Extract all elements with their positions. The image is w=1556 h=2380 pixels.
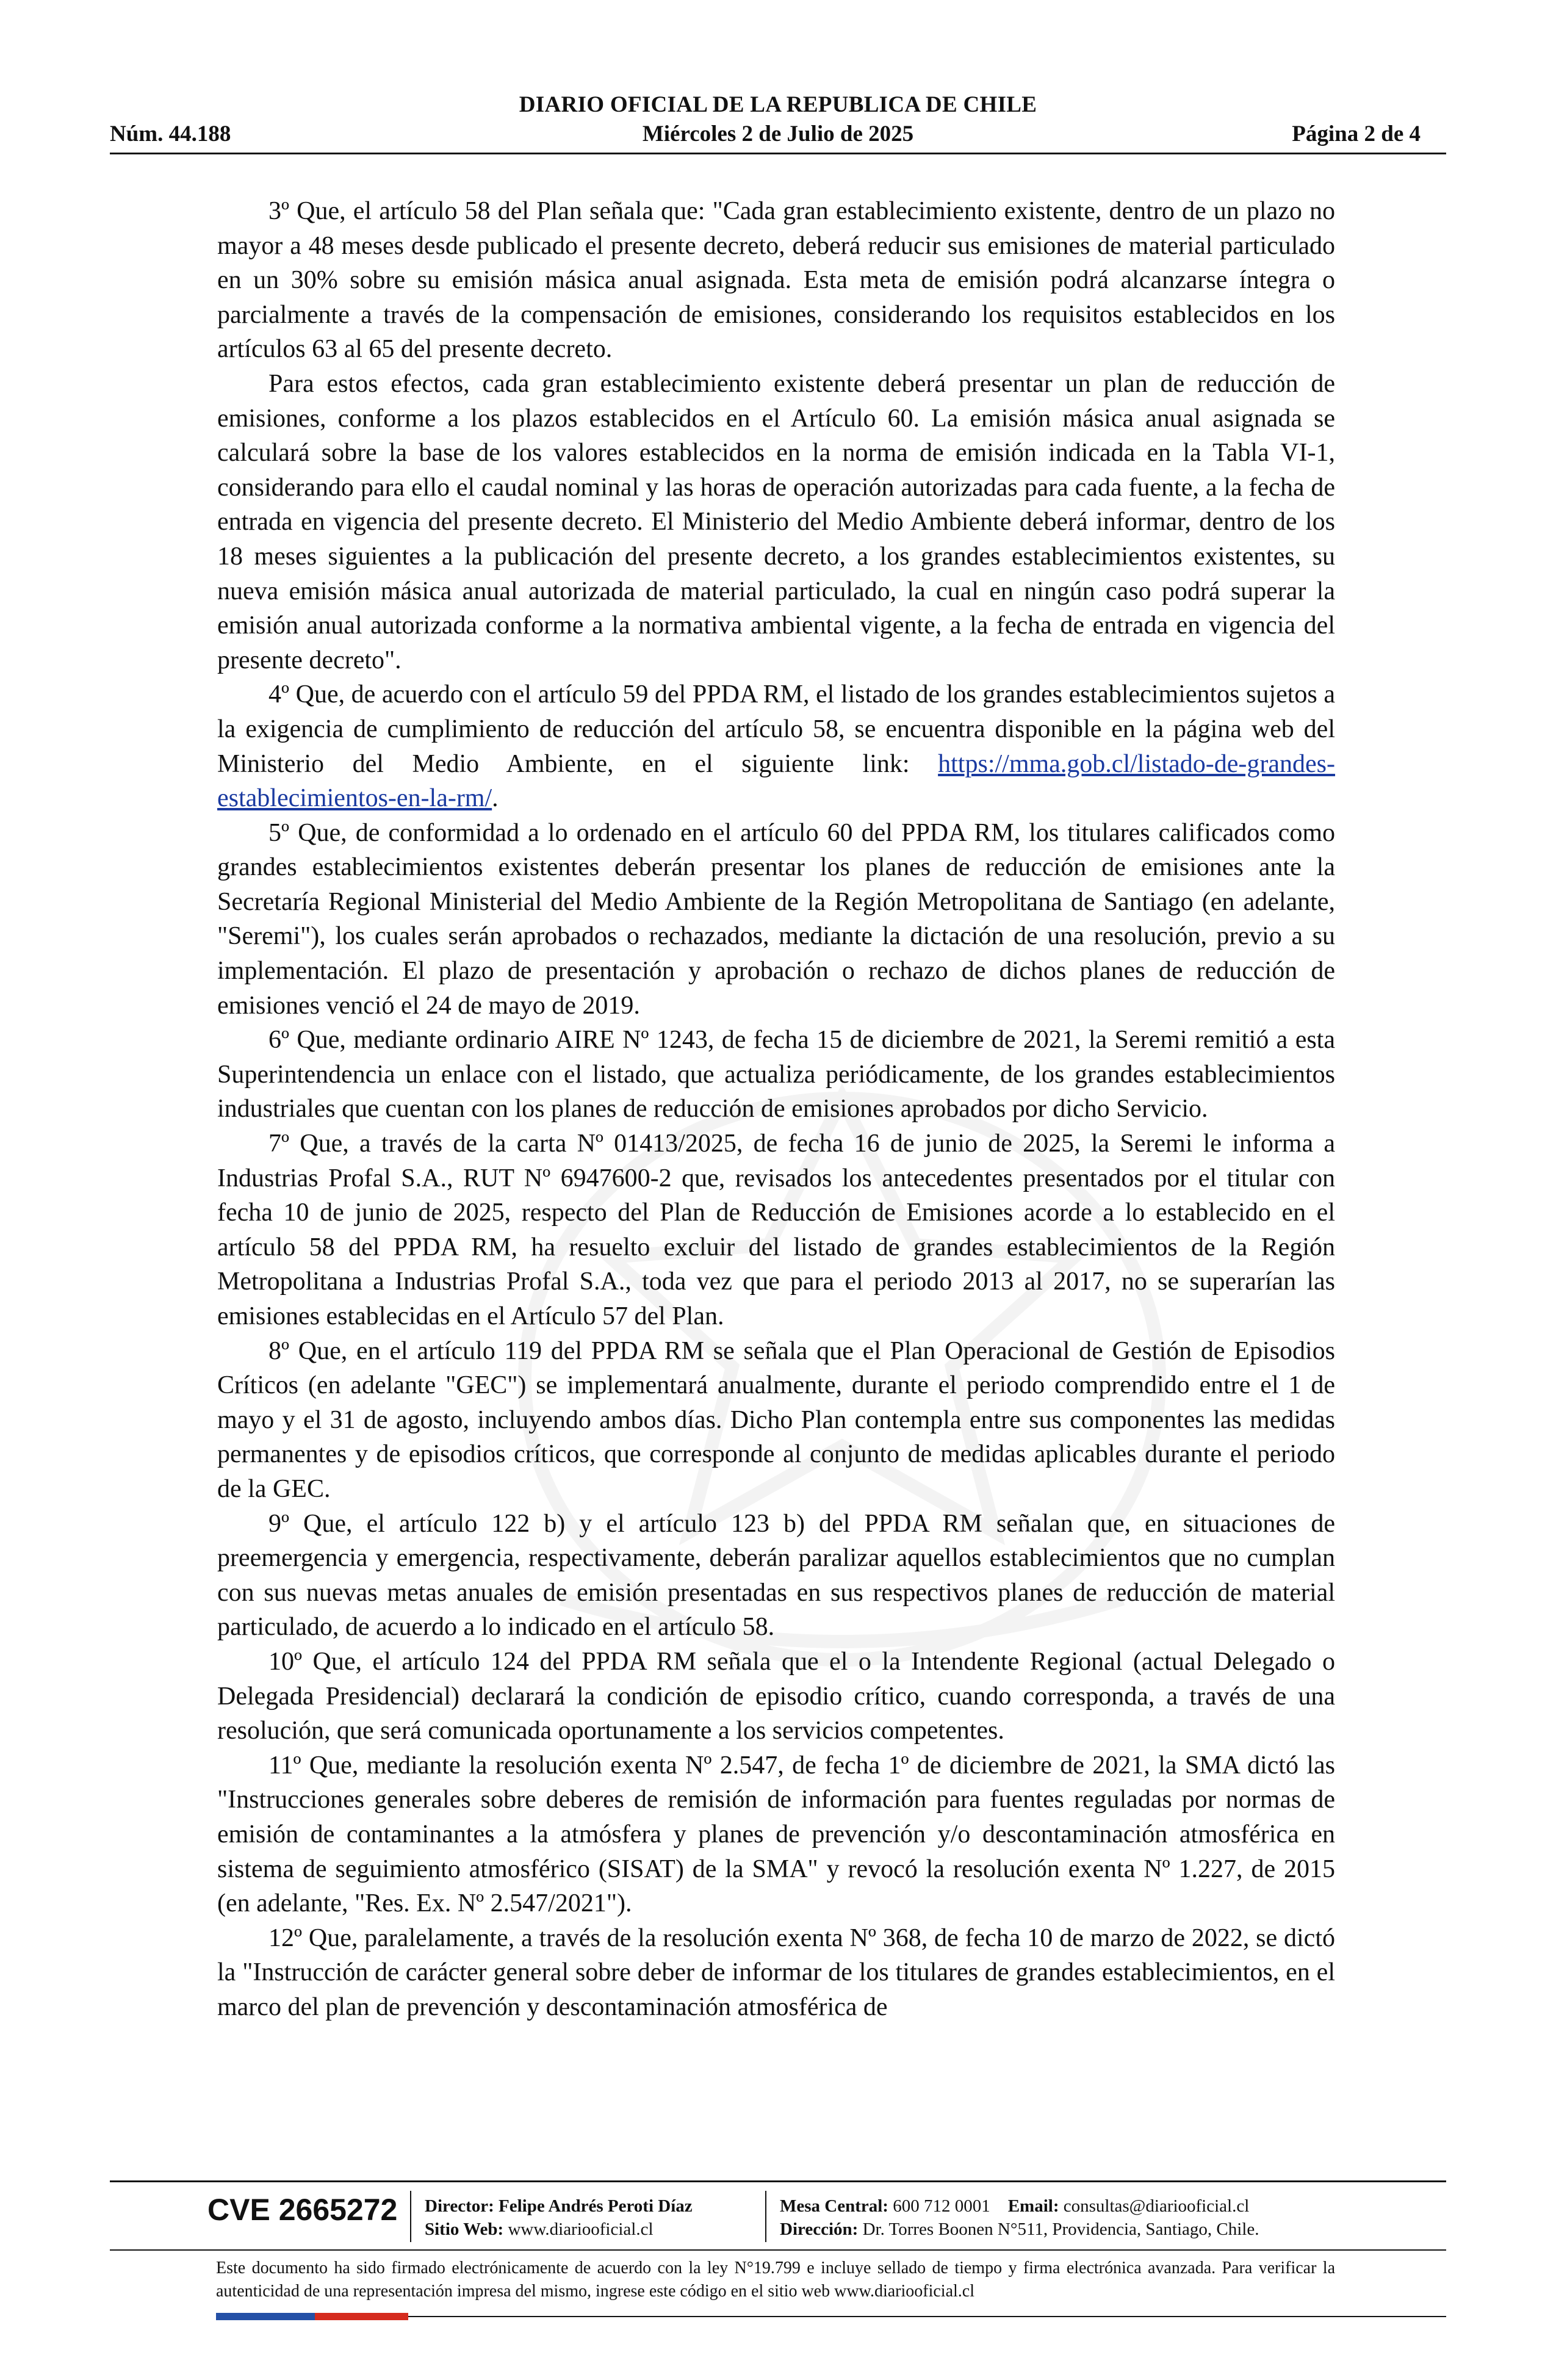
- paragraph-12: 12º Que, paralelamente, a través de la resolución exenta Nº 368, de fecha 10 de marzo de 2022, se dictó la "Instrucción de carácter general sobre deber de informar de los titulares de grandes establecimientos, en el marco del plan de prevención y descontaminación atmosférica de: [217, 1924, 1335, 2021]
- electronic-signature-notice: Este documento ha sido firmado electrónicamente de acuerdo con la ley N°19.799 e incluye sellado de tiempo y firma electrónica avanzada. Para verificar la autenticidad de una representación impresa del mismo, ingrese este código en el sitio web www.diariooficial.cl: [216, 2259, 1335, 2301]
- paragraph-3-continued: Para estos efectos, cada gran establecimiento existente deberá presentar un plan de reducción de emisiones, conforme a los plazos establecidos en el Artículo 60. La emisión másica anual asignada se calculará sobre la base de los valores establecidos en la norma de emisión indicada en la Tabla VI-1, considerando para ello el caudal nominal y las horas de operación autorizadas para cada fuente, a la fecha de entrada en vigencia del presente decreto. El Ministerio del Medio Ambiente deberá informar, dentro de los 18 meses siguientes a la publicación del presente decreto, a los grandes establecimientos existentes, su nueva emisión másica anual autorizada de material particulado, la cual en ningún caso podrá superar la emisión anual autorizada conforme a la normativa ambiental vigente, a la fecha de entrada en vigencia del presente decreto".: [217, 369, 1335, 674]
- address-label: Dirección:: [780, 2220, 859, 2239]
- cve-code: CVE 2665272: [207, 2193, 398, 2227]
- mma-listado-link[interactable]: https://mma.gob.cl/listado-de-grandes-establecimientos-en-la-rm/: [217, 749, 1335, 813]
- flag-red-segment: [315, 2313, 408, 2320]
- footer-separator: [765, 2191, 766, 2242]
- footer-divider-middle: [110, 2249, 1446, 2251]
- paragraph-4: [217, 677, 1335, 815]
- director-name: Felipe Andrés Peroti Díaz: [499, 2196, 693, 2216]
- website-label: Sitio Web:: [425, 2220, 504, 2239]
- paragraph-3: 3º Que, el artículo 58 del Plan señala que: "Cada gran establecimiento existente, dentro de un plazo no mayor a 48 meses desde publicado el presente decreto, deberá reducir sus emisiones de material particulado en un 30% sobre su emisión másica anual asignada. Esta meta de emisión podrá alcanzarse íntegra o parcialmente a través de la compensación de emisiones, considerando los requisitos establecidos en los artículos 63 al 65 del presente decreto.: [217, 197, 1335, 364]
- paragraph-4-text: 4º Que, de acuerdo con el artículo 59 del PPDA RM, el listado de los grandes establecimientos sujetos a la exigencia de cumplimiento de reducción del artículo 58, se encuentra disponible en la página web del Ministerio del Medio Ambiente, en el siguiente link:: [217, 680, 1335, 778]
- issue-date: Miércoles 2 de Julio de 2025: [642, 121, 914, 146]
- address-value: Dr. Torres Boonen N°511, Providencia, Santiago, Chile.: [862, 2220, 1259, 2239]
- director-label: Director:: [425, 2196, 494, 2216]
- paragraph-4-end: .: [492, 784, 499, 813]
- paragraph-8: 8º Que, en el artículo 119 del PPDA RM se señala que el Plan Operacional de Gestión de Episodios Críticos (en adelante "GEC") se implementará anualmente, durante el periodo comprendido entre el 1 de mayo y el 31 de agosto, incluyendo ambos días. Dicho Plan contempla entre sus componentes las medidas permanentes y de episodios críticos, que corresponde al conjunto de medidas aplicables durante el periodo de la GEC.: [217, 1336, 1335, 1503]
- header-divider: [110, 153, 1446, 154]
- paragraph-5: 5º Que, de conformidad a lo ordenado en el artículo 60 del PPDA RM, los titulares calificados como grandes establecimientos existentes deberán presentar los planes de reducción de emisiones ante la Secretaría Regional Ministerial del Medio Ambiente de la Región Metropolitana de Santiago (en adelante, "Seremi"), los cuales serán aprobados o rechazados, mediante la dictación de una resolución, previo a su implementación. El plazo de presentación y aprobación o rechazo de dichos planes de reducción de emisiones venció el 24 de mayo de 2019.: [217, 818, 1335, 1020]
- footer-divider-bottom: [408, 2316, 1446, 2317]
- page-number: Página 2 de 4: [1292, 121, 1421, 146]
- mesa-central-label: Mesa Central:: [780, 2196, 888, 2216]
- paragraph-11: 11º Que, mediante la resolución exenta Nº 2.547, de fecha 1º de diciembre de 2021, la SMA dictó las "Instrucciones generales sobre deberes de remisión de información para fuentes reguladas por normas de emisión de contaminantes a la atmósfera y planes de prevención y/o descontaminación atmosférica en sistema de seguimiento atmosférico (SISAT) de la SMA" y revocó la resolución exenta Nº 1.227, de 2015 (en adelante, "Res. Ex. Nº 2.547/2021").: [217, 1751, 1335, 1918]
- footer-divider-top: [110, 2180, 1446, 2182]
- chile-flag-stripe: [216, 2313, 408, 2320]
- flag-blue-segment: [216, 2313, 315, 2320]
- paragraph-9: 9º Que, el artículo 122 b) y el artículo 123 b) del PPDA RM señalan que, en situaciones de preemergencia y emergencia, respectivamente, deberán paralizar aquellos establecimientos que no cumplan con sus nuevas metas anuales de emisión presentadas en sus respectivos planes de reducción de material particulado, de acuerdo a lo indicado en el artículo 58.: [217, 1509, 1335, 1642]
- paragraph-10: 10º Que, el artículo 124 del PPDA RM señala que el o la Intendente Regional (actual Delegado o Delegada Presidencial) declarará la condición de episodio crítico, cuando corresponda, a través de una resolución, que será comunicada oportunamente a los servicios competentes.: [217, 1647, 1335, 1745]
- mesa-central-phone: 600 712 0001: [893, 2196, 990, 2216]
- document-body: [217, 194, 1335, 2024]
- website-url[interactable]: www.diariooficial.cl: [508, 2220, 654, 2239]
- paragraph-6: 6º Que, mediante ordinario AIRE Nº 1243, de fecha 15 de diciembre de 2021, la Seremi remitió a esta Superintendencia un enlace con el listado, que actualiza periódicamente, de los grandes establecimientos industriales que cuentan con los planes de reducción de emisiones aprobados por dicho Servicio.: [217, 1026, 1335, 1123]
- paragraph-7: 7º Que, a través de la carta Nº 01413/2025, de fecha 16 de junio de 2025, la Seremi le informa a Industrias Profal S.A., RUT Nº 6947600-2 que, revisados los antecedentes presentados por el titular con fecha 10 de junio de 2025, respecto del Plan de Reducción de Emisiones acorde a lo establecido en el artículo 58 del PPDA RM, ha resuelto excluir del listado de grandes establecimientos de la Región Metropolitana a Industrias Profal S.A., toda vez que para el periodo 2013 al 2017, no se superarían las emisiones establecidas en el Artículo 57 del Plan.: [217, 1130, 1335, 1330]
- issue-number: Núm. 44.188: [110, 121, 231, 146]
- footer-director-block: [425, 2194, 693, 2241]
- footer-separator: [410, 2191, 411, 2242]
- newspaper-title: DIARIO OFICIAL DE LA REPUBLICA DE CHILE: [519, 92, 1037, 117]
- email-label: Email:: [1007, 2196, 1059, 2216]
- email-address[interactable]: consultas@diariooficial.cl: [1063, 2196, 1250, 2216]
- footer-contact-block: [780, 2194, 1259, 2241]
